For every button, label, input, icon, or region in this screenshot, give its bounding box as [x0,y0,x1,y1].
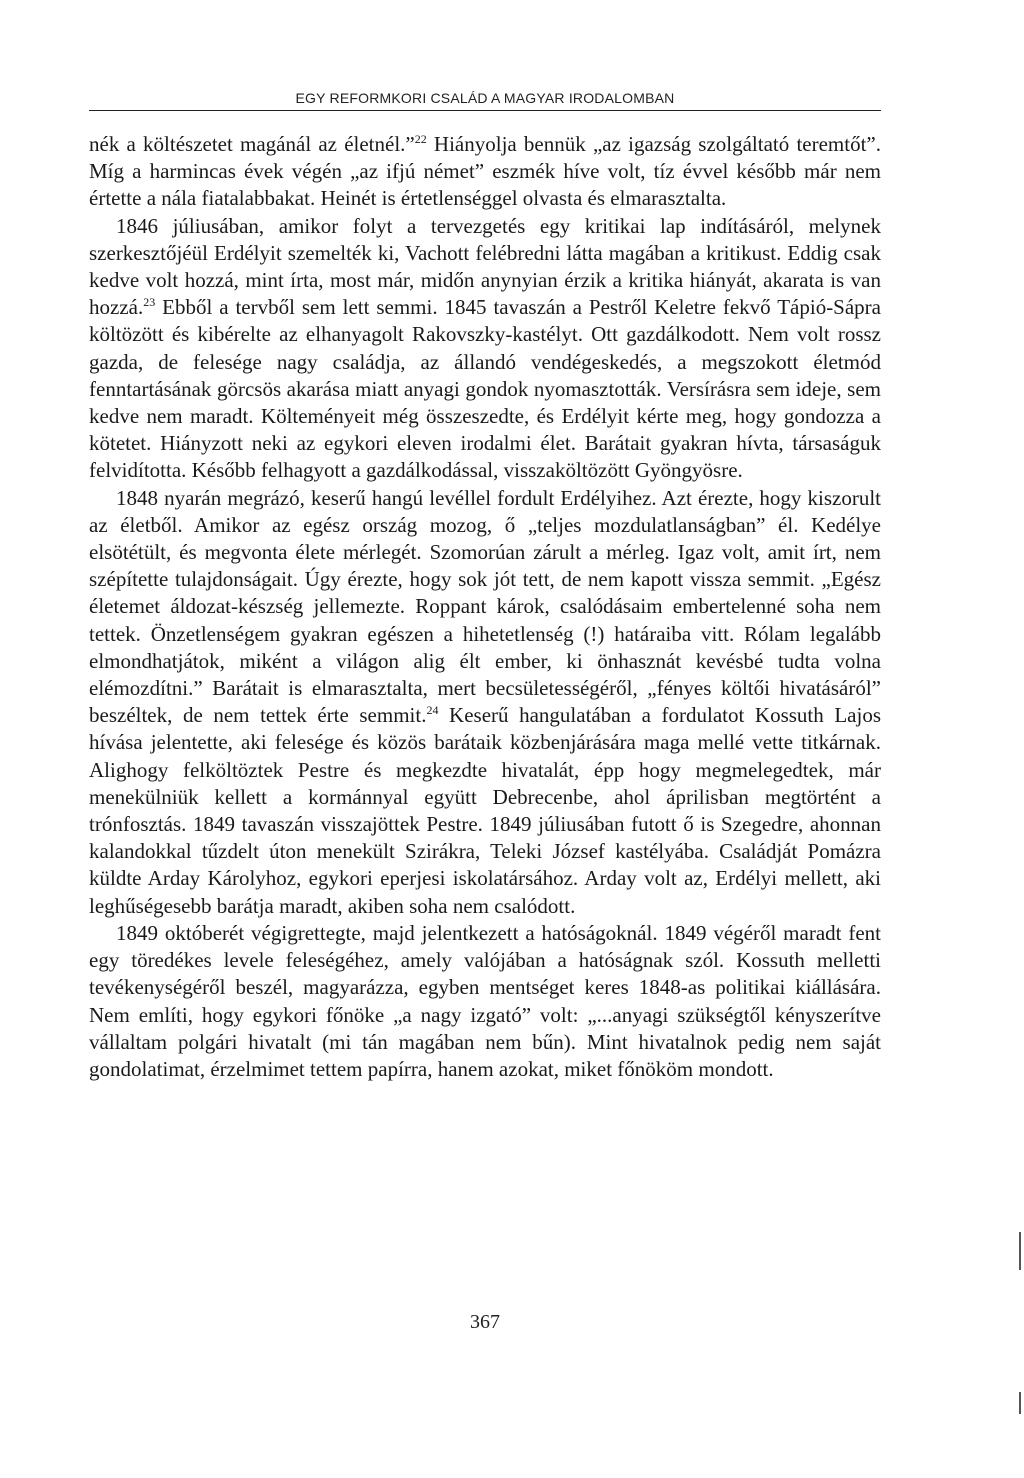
paragraph-4 [89,920,881,1083]
text-run: 1848 nyarán megrázó, keserű hangú levéllel fordult Erdélyihez. Azt érezte, hogy kiszorult az életből. Amikor az egész ország mozog, ő „teljes mozdulatlanságban” él. Kedélye elsötétült, és megvonta élete mérlegét. Szomorúan zárult a mérleg. Igaz volt, amit írt, nem szépítette tulajdonságait. Úgy érezte, hogy sok jót tett, de nem kapott vissza semmit. „Egész életemet áldozat-készség jellemezte. Roppant károk, csalódásaim embertelenné soha nem tettek. Önzetlenségem gyakran egészen a hihetetlenség (!) határaiba vitt. Rólam legalább elmondhatjátok, miként a világon alig élt ember, ki önhasznát kevésbé tudta volna elémozdítni.” Barátait is elmarasztalta, mert becsületességéről, „fényes költői hivatásáról” beszéltek, de nem tettek érte semmit. [89,485,881,728]
scan-edge-mark [1019,1232,1021,1270]
running-head: EGY REFORMKORI CSALÁD A MAGYAR IRODALOMBAN [295,90,675,106]
text-run: Hiányolja bennük „az igazság szolgáltató teremtőt”. Míg a harmincas évek végén „az ifjú német” eszmék híve volt, tíz évvel később már nem értette a nála fiatalabbakat. Heinét is értetlenséggel olvasta és elmarasztalta. [89,132,881,211]
text-run: Keserű hangulatában a fordulatot Kossuth Lajos hívása jelentette, aki felesége és közös barátaik közbenjárására maga mellé vette titkárnak. Alighogy felköltöztek Pestre és megkezdte hivatalát, épp hogy megmelegedtek, már menekülniük kellett a kormánnyal együtt Debrecenbe, ahol áprilisban megtörtént a trónfosztás. 1849 tavaszán visszajöttek Pestre. 1849 júliusában futott ő is Szegedre, ahonnan kalandokkal tűzdelt úton menekült Szirákra, Teleki József kastélyába. Családját Pomázra küldte Arday Károlyhoz, egykori eperjesi iskolatársához. Arday volt az, Erdélyi mellett, aki leghűségesebb barátja maradt, akiben soha nem csalódott. [89,703,881,918]
paragraph-3 [89,485,881,920]
footnote-ref-23: 23 [143,295,156,310]
footnote-ref-24: 24 [426,703,439,718]
paragraph-1 [89,131,881,213]
scan-edge-mark [1019,1392,1021,1414]
text-run: 1849 októberét végigrettegte, majd jelentkezett a hatóságoknál. 1849 végéről maradt fent egy töredékes levele feleségéhez, amely valójában a hatóságnak szól. Kossuth melletti tevékenységéről beszél, magyarázza, egyben mentséget keres 1848-as politikai kiállására. Nem említi, hogy egykori főnöke „a nagy izgató” volt: „...anyagi szükségtől kényszerítve vállaltam polgári hivatalt (mi tán magában nem bűn). Mint hivatalnok pedig nem saját gondolatimat, érzelmimet tettem papírra, hanem azokat, miket főnököm mondott. [89,920,881,1081]
footnote-ref-22: 22 [414,132,427,146]
page-number: 367 [470,1311,500,1333]
paragraph-2 [89,213,881,485]
body-text [89,131,881,1083]
header-rule [89,110,881,111]
text-run: 1846 júliusában, amikor folyt a tervezgetés egy kritikai lap indításáról, melynek szerkesztőjéül Erdélyit szemelték ki, Vachott felébredni látta magában a kritikust. Eddig csak kedve volt hozzá, mint írta, most már, midőn anynyian érzik a kritika hiányát, akarata is van hozzá. [89,213,881,320]
text-run: nék a költészetet magánál az életnél.” [89,132,415,156]
text-run: Ebből a tervből sem lett semmi. 1845 tavaszán a Pestről Keletre fekvő Tápió-Sápra költözött és kibérelte az elhanyagolt Rakovszky-kastélyt. Ott gazdálkodott. Nem volt rossz gazda, de felesége nagy családja, az állandó vendégeskedés, a megszokott életmód fenntartásának görcsös akarása miatt anyagi gondok nyomasztották. Versírásra sem ideje, sem kedve nem maradt. Költeményeit még összeszedte, és Erdélyit kérte meg, hogy gondozza a kötetet. Hiányzott neki az egykori eleven irodalmi élet. Barátait gyakran hívta, társaságuk felvidította. Később felhagyott a gazdálkodással, visszaköltözött Gyöngyösre. [89,295,881,483]
